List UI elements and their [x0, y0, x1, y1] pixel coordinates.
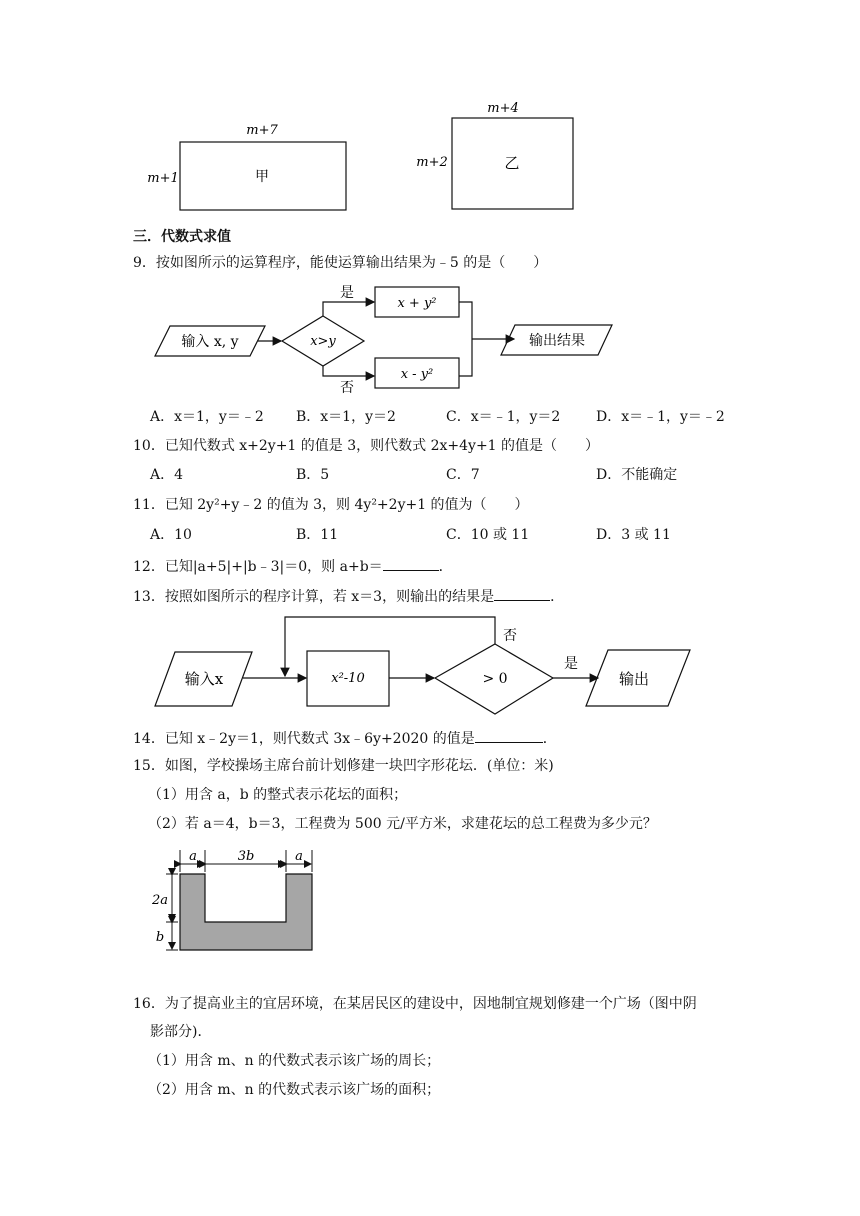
section-title: 三．代数式求值	[133, 229, 231, 245]
q13-output-label: 输出	[618, 670, 650, 688]
q13-flowchart	[0, 610, 860, 722]
rect-jia-label: 甲	[255, 169, 269, 185]
q13-stem: 13．按照如图所示的程序计算，若 x＝3，则输出的结果是	[133, 589, 495, 605]
q9-no-label: 否	[340, 380, 354, 396]
q15-label-a-right: a	[295, 849, 303, 864]
q9-option-a: A．x＝1，y＝﹣2	[150, 409, 264, 425]
q12-end: ．	[438, 559, 453, 575]
q15-label-b: b	[155, 930, 165, 945]
q9-stem: 9．按如图所示的运算程序，能使运算输出结果为﹣5 的是（ ）	[133, 255, 548, 271]
q12-stem: 12．已知|a+5|+|b﹣3|＝0，则 a+b＝	[133, 559, 383, 575]
rect-yi-label: 乙	[504, 154, 520, 172]
q11-option-b: B．11	[296, 527, 339, 543]
q11-option-d: D．3 或 11	[596, 527, 671, 543]
q14-answer-blank[interactable]	[475, 728, 543, 743]
q9-yes-expr: x + y²	[397, 296, 437, 311]
q15-flowerbed-shape	[180, 874, 312, 950]
q15-label-3b: 3b	[237, 849, 255, 864]
q10-option-d: D．不能确定	[596, 467, 678, 483]
q13-yes-label: 是	[564, 656, 578, 672]
q14-stem: 14．已知 x﹣2y＝1，则代数式 3x﹣6y+2020 的值是	[133, 731, 475, 747]
q10-option-b: B．5	[296, 467, 330, 483]
q12-answer-blank[interactable]	[383, 556, 439, 571]
rect-yi-side-label: m+2	[416, 155, 448, 170]
q9-input-label: 输入 x, y	[181, 334, 239, 350]
q10-option-a: A．4	[150, 467, 184, 483]
q13-line	[133, 586, 564, 606]
q14-end: ．	[542, 731, 557, 747]
q13-input-label: 输入x	[184, 670, 224, 688]
q9-option-b: B．x＝1，y＝2	[296, 409, 396, 425]
q11-stem: 11．已知 2y²+y﹣2 的值为 3，则 4y²+2y+1 的值为（ ）	[133, 497, 529, 513]
q10-option-c: C．7	[446, 467, 480, 483]
q13-condition: > 0	[482, 671, 508, 687]
q9-yes-label: 是	[340, 285, 354, 301]
q16-sub2: （2）用含 m、n 的代数式表示该广场的面积；	[148, 1082, 441, 1098]
q13-op-expr: x²-10	[331, 671, 365, 686]
q9-flowchart	[0, 280, 860, 400]
rect-jia-side-label: m+1	[147, 171, 179, 186]
q12-line	[133, 556, 453, 576]
rect-jia-top-label: m+7	[246, 123, 278, 138]
q16-stem-line1: 16．为了提高业主的宜居环境，在某居民区的建设中，因地制宜规划修建一个广场（图中阴	[133, 996, 697, 1012]
q9-condition: x>y	[310, 334, 336, 349]
rect-yi-top-label: m+4	[487, 101, 519, 116]
q11-option-a: A．10	[150, 527, 192, 543]
q9-option-c: C．x＝﹣1，y＝2	[446, 409, 561, 425]
q9-option-d: D．x＝﹣1，y＝﹣2	[596, 409, 725, 425]
q15-label-a-left: a	[189, 849, 197, 864]
q9-no-expr: x - y²	[400, 367, 434, 382]
q11-option-c: C．10 或 11	[446, 527, 530, 543]
q16-sub1: （1）用含 m、n 的代数式表示该广场的周长；	[148, 1053, 441, 1069]
q13-answer-blank[interactable]	[494, 586, 550, 601]
q15-sub1: （1）用含 a，b 的整式表示花坛的面积；	[148, 787, 408, 803]
q10-stem: 10．已知代数式 x+2y+1 的值是 3，则代数式 2x+4y+1 的值是（ ）	[133, 438, 600, 454]
q9-output-label: 输出结果	[529, 333, 585, 349]
q16-stem-line2: 影部分)．	[150, 1024, 212, 1040]
rectangles-figure	[0, 0, 860, 215]
q15-label-2a: 2a	[151, 893, 169, 908]
q14-line	[133, 728, 557, 748]
q13-no-label: 否	[503, 628, 517, 644]
q15-sub2: （2）若 a＝4，b＝3，工程费为 500 元/平方米，求建花坛的总工程费为多少元？	[148, 816, 657, 832]
q15-stem: 15．如图，学校操场主席台前计划修建一块凹字形花坛．(单位：米)	[133, 758, 554, 774]
q13-end: ．	[550, 589, 565, 605]
q15-figure	[0, 838, 860, 958]
